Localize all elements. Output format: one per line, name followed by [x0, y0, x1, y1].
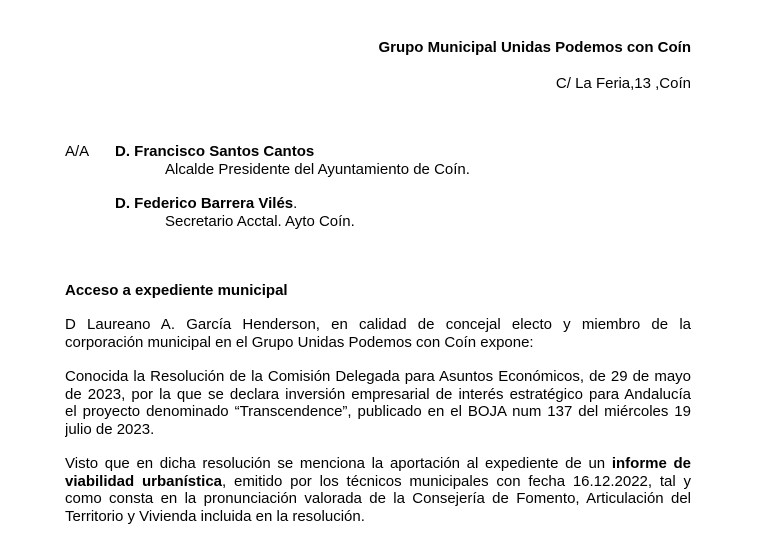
recipient-name-suffix: .	[293, 195, 298, 212]
recipient-name: D. Francisco Santos Cantos	[115, 143, 315, 160]
paragraph-line: de 2023, por la que se declara inversión empresarial de interés estratégico para Andalucía	[65, 385, 691, 403]
paragraph-line: el proyecto denominado “Transcendence”, publicado en el BOJA num 137 del miércoles 19	[65, 403, 691, 421]
paragraph-line: julio de 2023.	[65, 421, 155, 439]
paragraph-line: como consta en la pronunciación valorada de la Consejería de Fomento, Articulación del	[65, 490, 691, 508]
paragraph-line: D Laureano A. García Henderson, en calidad de concejal electo y miembro de la	[65, 316, 691, 333]
aa-label: A/A	[65, 143, 90, 160]
paragraph-3	[65, 455, 691, 526]
paragraph-line: corporación municipal en el Grupo Unidas Podemos con Coín expone:	[65, 333, 534, 351]
line-text: Visto que en dicha resolución se menciona la aportación al expediente de un	[65, 455, 606, 472]
paragraph-line: Territorio y Vivienda incluida en la resolución.	[65, 508, 365, 526]
recipient-role: Secretario Acctal. Ayto Coín.	[165, 213, 355, 230]
recipient-name-line	[115, 195, 297, 213]
paragraph-line	[65, 455, 691, 473]
recipient-role: Alcalde Presidente del Ayuntamiento de Coín.	[165, 161, 470, 178]
emphasis-text: viabilidad urbanística	[65, 472, 223, 490]
address: C/ La Feria,13 ,Coín	[555, 75, 691, 92]
paragraph-1	[65, 316, 691, 351]
subject-heading: Acceso a expediente municipal	[65, 282, 288, 299]
paragraph-2	[65, 368, 691, 439]
paragraph-line: Conocida la Resolución de la Comisión Delegada para Asuntos Económicos, de 29 de mayo	[65, 368, 691, 385]
group-name: Grupo Municipal Unidas Podemos con Coín	[378, 39, 691, 56]
recipient-name: D. Federico Barrera Vilés	[115, 195, 294, 212]
line-text: , emitido por los técnicos municipales con fecha 16.12.2022, tal y	[222, 472, 691, 490]
paragraph-line	[65, 473, 691, 491]
emphasis-text: informe de	[611, 455, 691, 472]
